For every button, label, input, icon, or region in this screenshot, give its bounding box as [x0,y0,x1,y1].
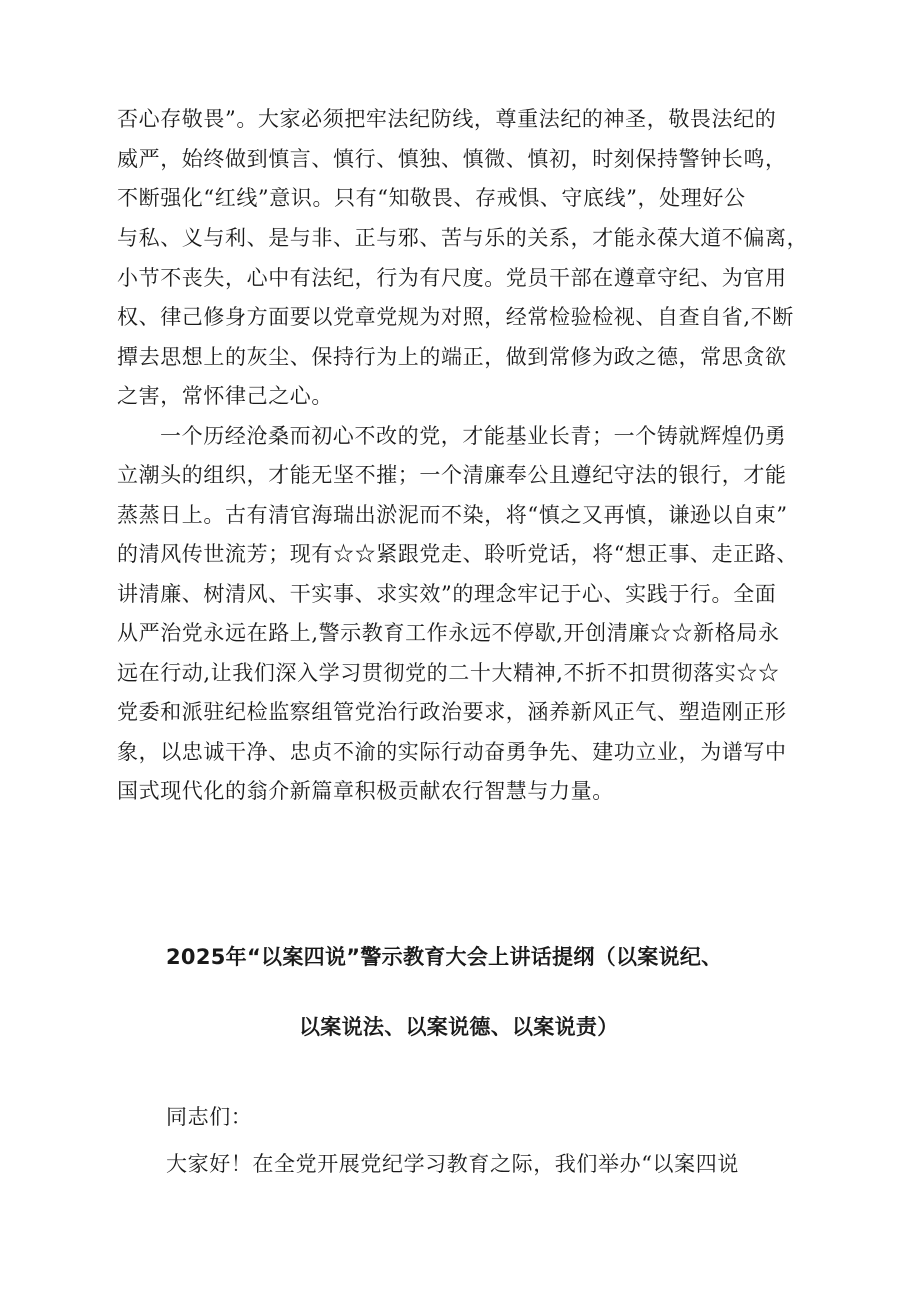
paragraph-line: 远在行动,让我们深入学习贯彻党的二十大精神,不折不扣贯彻落实☆☆ [117,661,780,685]
paragraph-line: 威严，始终做到慎言、慎行、慎独、慎微、慎初，时刻保持警钟长鸣， [117,147,787,171]
paragraph-line: 从严治党永远在路上,警示教育工作永远不停歇,开创清廉☆☆新格局永 [117,621,780,645]
paragraph-line: 之害，常怀律己之心。 [117,384,333,408]
paragraph-line: 的清风传世流芳；现有☆☆紧跟党走、聆听党话，将“想正事、走正路、 [117,542,798,566]
paragraph-line: 讲清廉、树清风、干实事、求实效”的理念牢记于心、实践于行。全面 [117,582,777,606]
paragraph-line: 国式现代化的翁介新篇章积极贡献农行智慧与力量。 [117,779,614,803]
paragraph-line: 党委和派驻纪检监察组管党治行政治要求，涵养新风正气、塑造刚正形 [117,700,787,724]
paragraph-line: 否心存敬畏”。大家必须把牢法纪防线，尊重法纪的神圣，敬畏法纪的 [117,107,777,131]
paragraph-line: 一个历经沧桑而初心不改的党，才能基业长青；一个铸就辉煌仍勇 [160,424,787,448]
paragraph-line: 不断强化“红线”意识。只有“知敬畏、存戒惧、守底线”，处理好公 [117,186,746,210]
heading-line-1: 2025年“以案四说”警示教育大会上讲话提纲（以案说纪、 [166,945,723,969]
heading-line-2: 以案说法、以案说德、以案说责） [299,1015,619,1039]
paragraph-line: 象，以忠诚干净、忠贞不渝的实际行动奋勇争先、建功立业，为谱写中 [117,740,787,764]
paragraph-line: 蒸蒸日上。古有清官海瑞出淤泥而不染，将“慎之又再慎，谦逊以自束” [117,503,788,527]
speech-opening-line: 大家好！在全党开展党纪学习教育之际，我们举办“以案四说 [166,1152,739,1176]
paragraph-line: 与私、义与利、是与非、正与邪、苦与乐的关系，才能永葆大道不偏离， [117,226,809,250]
paragraph-line: 立潮头的组织，才能无坚不摧；一个清廉奉公且遵纪守法的银行，才能 [117,463,787,487]
paragraph-line: 撢去思想上的灰尘、保持行为上的端正，做到常修为政之德，常思贪欲 [117,345,787,369]
salutation: 同志们： [166,1105,253,1129]
paragraph-line: 权、律己修身方面要以党章党规为对照，经常检验检视、自查自省,不断 [117,305,794,329]
paragraph-line: 小节不丧失，心中有法纪，行为有尺度。党员干部在遵章守纪、为官用 [117,266,787,290]
